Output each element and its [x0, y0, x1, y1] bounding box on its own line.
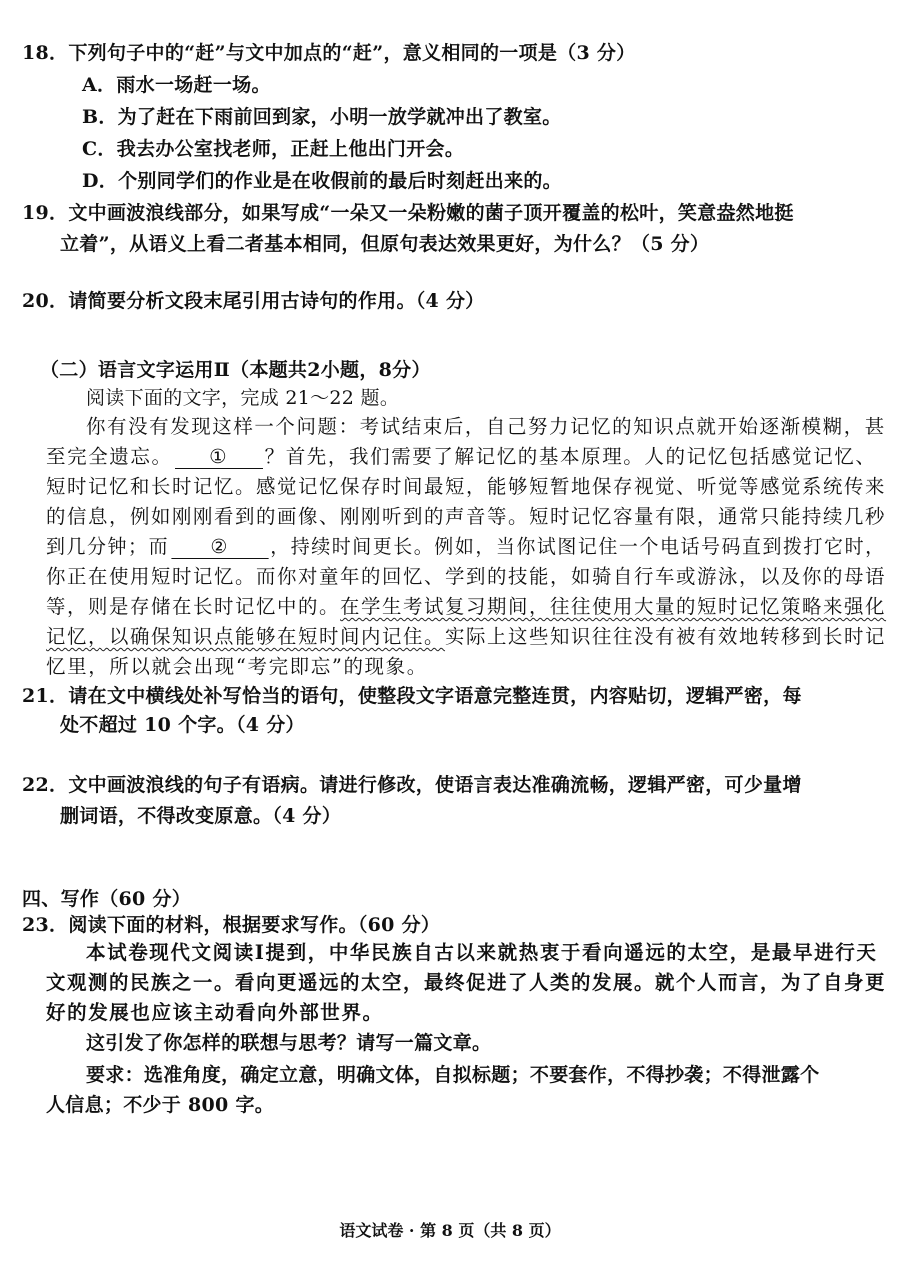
passage-line-9: 忆里，所以就会出现“考完即忘”的现象。 — [46, 655, 428, 678]
section2-heading: （二）语言文字运用Ⅱ（本题共2小题，8分） — [40, 359, 431, 381]
page-footer: 语文试卷 · 第 8 页（共 8 页） — [339, 1221, 561, 1240]
q18-option-c: C．我去办公室找老师，正赶上他出门开会。 — [82, 138, 465, 160]
material-line-1: 本试卷现代文阅读Ⅰ提到，中华民族自古以来就热衷于看向遥远的太空，是最早进行天 — [86, 941, 878, 964]
passage-line-4: 的信息，例如刚刚看到的画像、刚刚听到的声音等。短时记忆容量有限，通常只能持续几秒 — [46, 505, 887, 528]
q22-line2: 删词语，不得改变原意。（4 分） — [60, 805, 342, 827]
q20-text: 20．请简要分析文段末尾引用古诗句的作用。（4 分） — [22, 290, 485, 312]
q18-option-d: D．个别同学们的作业是在收假前的最后时刻赶出来的。 — [82, 170, 562, 192]
q18-option-a: A．雨水一场赶一场。 — [82, 74, 271, 96]
passage-line-7: 等，则是存储在长时记忆中的。在学生考试复习期间，往往使用大量的短时记忆策略来强化 — [46, 595, 887, 618]
material-line-3: 好的发展也应该主动看向外部世界。 — [46, 1001, 384, 1024]
passage-line-6: 你正在使用短时记忆。而你对童年的回忆、学到的技能，如骑自行车或游泳，以及你的母语 — [46, 565, 887, 588]
passage-line-8: 记忆，以确保知识点能够在短时间内记住。实际上这些知识往往没有被有效地转移到长时记 — [46, 625, 887, 648]
blank-1[interactable]: ① — [175, 446, 263, 469]
passage-line-2: 至完全遗忘。 ① ？首先，我们需要了解记忆的基本原理。人的记忆包括感觉记忆、 — [46, 445, 877, 468]
passage-line-3: 短时记忆和长时记忆。感觉记忆保存时间最短，能够短暂地保存视觉、听觉等感觉系统传来 — [46, 475, 887, 498]
passage-line-1: 你有没有发现这样一个问题：考试结束后，自己努力记忆的知识点就开始逐渐模糊，甚 — [86, 415, 886, 438]
q21-line1: 21．请在文中横线处补写恰当的语句，使整段文字语意完整连贯，内容贴切，逻辑严密，每 — [22, 685, 802, 707]
wavy-underlined-sentence-part2: 记忆，以确保知识点能够在短时间内记住。 — [46, 625, 446, 648]
wavy-underlined-sentence-part1: 在学生考试复习期间，往往使用大量的短时记忆策略来强化 — [340, 595, 887, 618]
requirements-line-1: 要求：选准角度，确定立意，明确文体，自拟标题；不要套作，不得抄袭；不得泄露个 — [86, 1064, 820, 1086]
q19-line1: 19．文中画波浪线部分，如果写成“一朵又一朵粉嫩的菌子顶开覆盖的松叶，笑意盎然地挺 — [22, 202, 794, 224]
section2-instruction: 阅读下面的文字，完成 21～22 题。 — [86, 387, 400, 409]
passage-line-5: 到几分钟；而 ② ，持续时间更长。例如，当你试图记住一个电话号码直到拨打它时， — [46, 535, 886, 558]
blank-2[interactable]: ② — [171, 536, 268, 559]
material-line-2: 文观测的民族之一。看向更遥远的太空，最终促进了人类的发展。就个人而言，为了自身更 — [46, 971, 887, 994]
section4-heading: 四、写作（60 分） — [22, 888, 192, 910]
q18-option-b: B．为了赶在下雨前回到家，小明一放学就冲出了教室。 — [82, 106, 562, 128]
q19-line2: 立着”，从语义上看二者基本相同，但原句表达效果更好，为什么？（5 分） — [60, 233, 710, 255]
q21-line2: 处不超过 10 个字。（4 分） — [60, 714, 305, 736]
q22-line1: 22．文中画波浪线的句子有语病。请进行修改，使语言表达准确流畅，逻辑严密，可少量增 — [22, 774, 802, 796]
q18-stem: 18．下列句子中的“赶”与文中加点的“赶”，意义相同的一项是（3 分） — [22, 42, 636, 64]
writing-prompt: 这引发了你怎样的联想与思考？请写一篇文章。 — [86, 1032, 492, 1054]
requirements-line-2: 人信息；不少于 800 字。 — [46, 1094, 275, 1116]
q23-stem: 23．阅读下面的材料，根据要求写作。（60 分） — [22, 914, 441, 936]
